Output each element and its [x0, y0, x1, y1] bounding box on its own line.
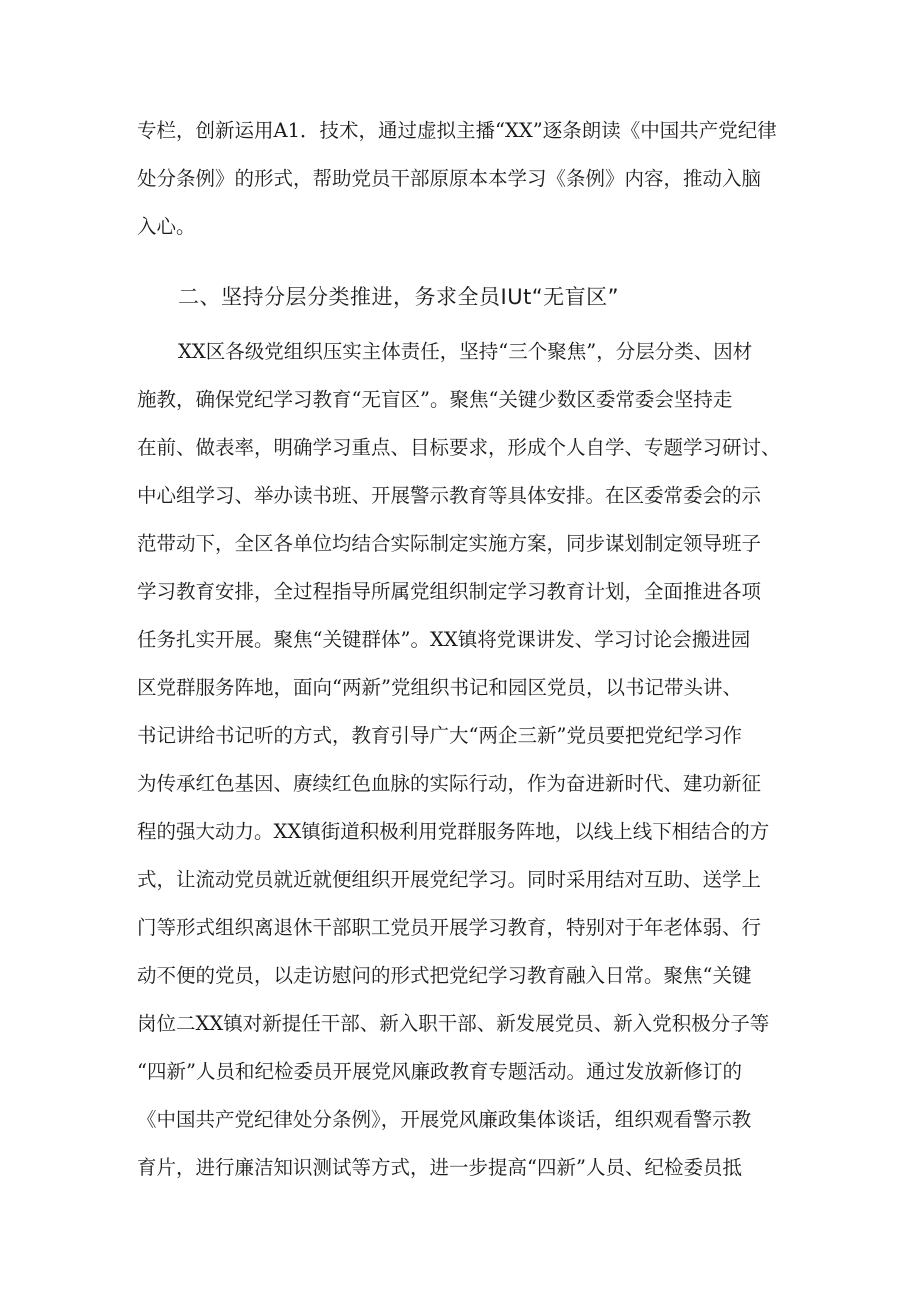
line-text: 学习教育安排，全过程指导所属党组织制定学习教育计划，全面推进各项: [137, 580, 762, 603]
paragraph-line: [0, 1007, 920, 1041]
paragraph-line: [0, 335, 920, 369]
paragraph-line: [0, 815, 920, 849]
line-text: 任务扎实开展。聚焦“关键群体”。XX镇将党课讲发、学习讨论会搬进园: [137, 628, 751, 651]
section-heading-text: 二、坚持分层分类推进，务求全员IUt“无盲区”: [178, 285, 620, 309]
line-text: 入心。: [137, 215, 196, 238]
line-text: 《中国共产党纪律处分条例》，开展党风廉政集体谈话，组织观看警示教: [137, 1108, 752, 1131]
line-text: 门等形式组织离退休干部职工党员开展学习教育，特别对于年老体弱、行: [137, 916, 762, 939]
line-text: 范带动下，全区各单位均结合实际制定实施方案，同步谋划制定领导班子: [137, 532, 762, 555]
paragraph-line: [0, 767, 920, 801]
line-text: 为传承红色基因、赓续红色血脉的实际行动，作为奋进新时代、建功新征: [137, 772, 762, 795]
line-text: 处分条例》的形式，帮助党员干部原原本本学习《条例》内容，推动入脑: [137, 167, 762, 190]
paragraph-line: [0, 1151, 920, 1185]
paragraph-line: [0, 383, 920, 417]
paragraph-line: [0, 114, 920, 148]
line-text: 专栏，创新运用A1．技术，通过虚拟主播“XX”逐条朗读《中国共产党纪律: [137, 119, 777, 142]
line-text: 施教，确保党纪学习教育“无盲区”。聚焦“关键少数区委常委会坚持走: [137, 388, 733, 411]
paragraph-line: [0, 863, 920, 897]
line-text: 育片，进行廉洁知识测试等方式，进一步提高“四新”人员、纪检委员抵: [137, 1156, 742, 1179]
paragraph-line: [0, 623, 920, 657]
paragraph-line: [0, 911, 920, 945]
line-text: “四新”人员和纪检委员开展党风廉政教育专题活动。通过发放新修订的: [137, 1060, 742, 1083]
paragraph-line: [0, 431, 920, 465]
line-text: 岗位二XX镇对新提任干部、新入职干部、新发展党员、新入党积极分子等: [137, 1012, 770, 1035]
paragraph-line: [0, 162, 920, 196]
paragraph-line: [0, 1055, 920, 1089]
section-heading: [0, 280, 920, 314]
paragraph-line: [0, 527, 920, 561]
line-text: 区党群服务阵地，面向“两新”党组织书记和园区党员，以书记带头讲、: [137, 676, 742, 699]
paragraph-line: [0, 671, 920, 705]
line-text: XX区各级党组织压实主体责任，坚持“三个聚焦”，分层分类、因材: [178, 340, 753, 363]
line-text: 中心组学习、举办读书班、开展警示教育等具体安排。在区委常委会的示: [137, 484, 762, 507]
paragraph-line: [0, 959, 920, 993]
paragraph-line: [0, 479, 920, 513]
paragraph-line: [0, 719, 920, 753]
line-text: 程的强大动力。XX镇街道积极利用党群服务阵地，以线上线下相结合的方: [137, 820, 770, 843]
paragraph-line: [0, 575, 920, 609]
line-text: 动不便的党员，以走访慰问的形式把党纪学习教育融入日常。聚焦“关键: [137, 964, 752, 987]
line-text: 式，让流动党员就近就便组织开展党纪学习。同时采用结对互助、送学上: [137, 868, 762, 891]
line-text: 在前、做表率，明确学习重点、目标要求，形成个人自学、专题学习研讨、: [137, 436, 781, 459]
paragraph-line: [0, 1103, 920, 1137]
line-text: 书记讲给书记听的方式，教育引导广大“两企三新”党员要把党纪学习作: [137, 724, 742, 747]
paragraph-line: [0, 210, 920, 244]
